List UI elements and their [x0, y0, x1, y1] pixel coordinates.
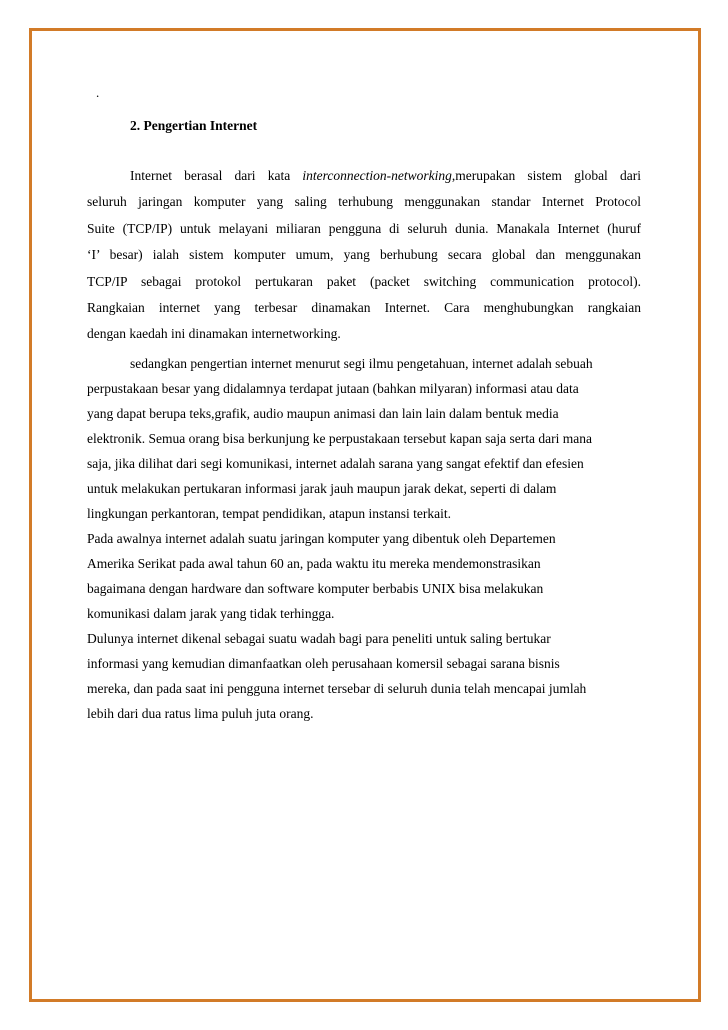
paragraph-line: lebih dari dua ratus lima puluh juta orang.	[87, 706, 314, 721]
paragraph-line: Pada awalnya internet adalah suatu jaringan komputer yang dibentuk oleh Departemen	[87, 531, 556, 546]
paragraph-line: bagaimana dengan hardware dan software komputer berbabis UNIX bisa melakukan	[87, 581, 544, 596]
paragraph-line: mereka, dan pada saat ini pengguna internet tersebar di seluruh dunia telah mencapai jumlah	[87, 681, 587, 696]
paragraph-line: informasi yang kemudian dimanfaatkan oleh perusahaan komersil sebagai sarana bisnis	[87, 656, 560, 671]
paragraph-line: komunikasi dalam jarak yang tidak terhingga.	[87, 606, 335, 621]
paragraph-line	[87, 163, 641, 189]
paragraph-line: TCP/IP sebagai protokol pertukaran paket (packet switching communication protocol).	[87, 273, 641, 289]
paragraph-line: yang dapat berupa teks,grafik, audio maupun animasi dan lain lain dalam bentuk media	[87, 406, 559, 421]
paragraph-knowledge	[87, 351, 647, 726]
text-run: ,merupakan sistem global dari	[451, 168, 641, 183]
paragraph-line: Rangkaian internet yang terbesar dinamakan Internet. Cara menghubungkan rangkaian	[87, 300, 641, 316]
text-run: Internet berasal dari kata	[130, 168, 303, 183]
paragraph-line: Suite (TCP/IP) untuk melayani miliaran pengguna di seluruh dunia. Manakala Internet (huruf	[87, 220, 641, 236]
paragraph-line: Amerika Serikat pada awal tahun 60 an, pada waktu itu mereka mendemonstrasikan	[87, 556, 541, 571]
italic-term: interconnection-networking	[302, 168, 452, 183]
paragraph-line: lingkungan perkantoran, tempat pendidikan, atapun instansi terkait.	[87, 506, 452, 521]
paragraph-line: dengan kaedah ini dinamakan internetworking.	[87, 326, 341, 342]
paragraph-line: sedangkan pengertian internet menurut segi ilmu pengetahuan, internet adalah sebuah	[130, 356, 593, 371]
paragraph-line: elektronik. Semua orang bisa berkunjung ke perpustakaan tersebut kapan saja serta dari mana	[87, 431, 592, 446]
bullet-marker: .	[96, 85, 100, 100]
paragraph-line: untuk melakukan pertukaran informasi jarak jauh maupun jarak dekat, seperti di dalam	[87, 481, 557, 496]
paragraph-line: saja, jika dilihat dari segi komunikasi, internet adalah sarana yang sangat efektif dan efesien	[87, 456, 584, 471]
paragraph-definition	[87, 163, 641, 348]
paragraph-line: Dulunya internet dikenal sebagai suatu wadah bagi para peneliti untuk saling bertukar	[87, 631, 551, 646]
paragraph-line: perpustakaan besar yang didalamnya terdapat jutaan (bahkan milyaran) informasi atau data	[87, 381, 579, 396]
paragraph-line: seluruh jaringan komputer yang saling terhubung menggunakan standar Internet Protocol	[87, 194, 641, 210]
paragraph-line: ‘I’ besar) ialah sistem komputer umum, yang berhubung secara global dan menggunakan	[87, 247, 641, 263]
section-heading: 2. Pengertian Internet	[130, 118, 258, 133]
